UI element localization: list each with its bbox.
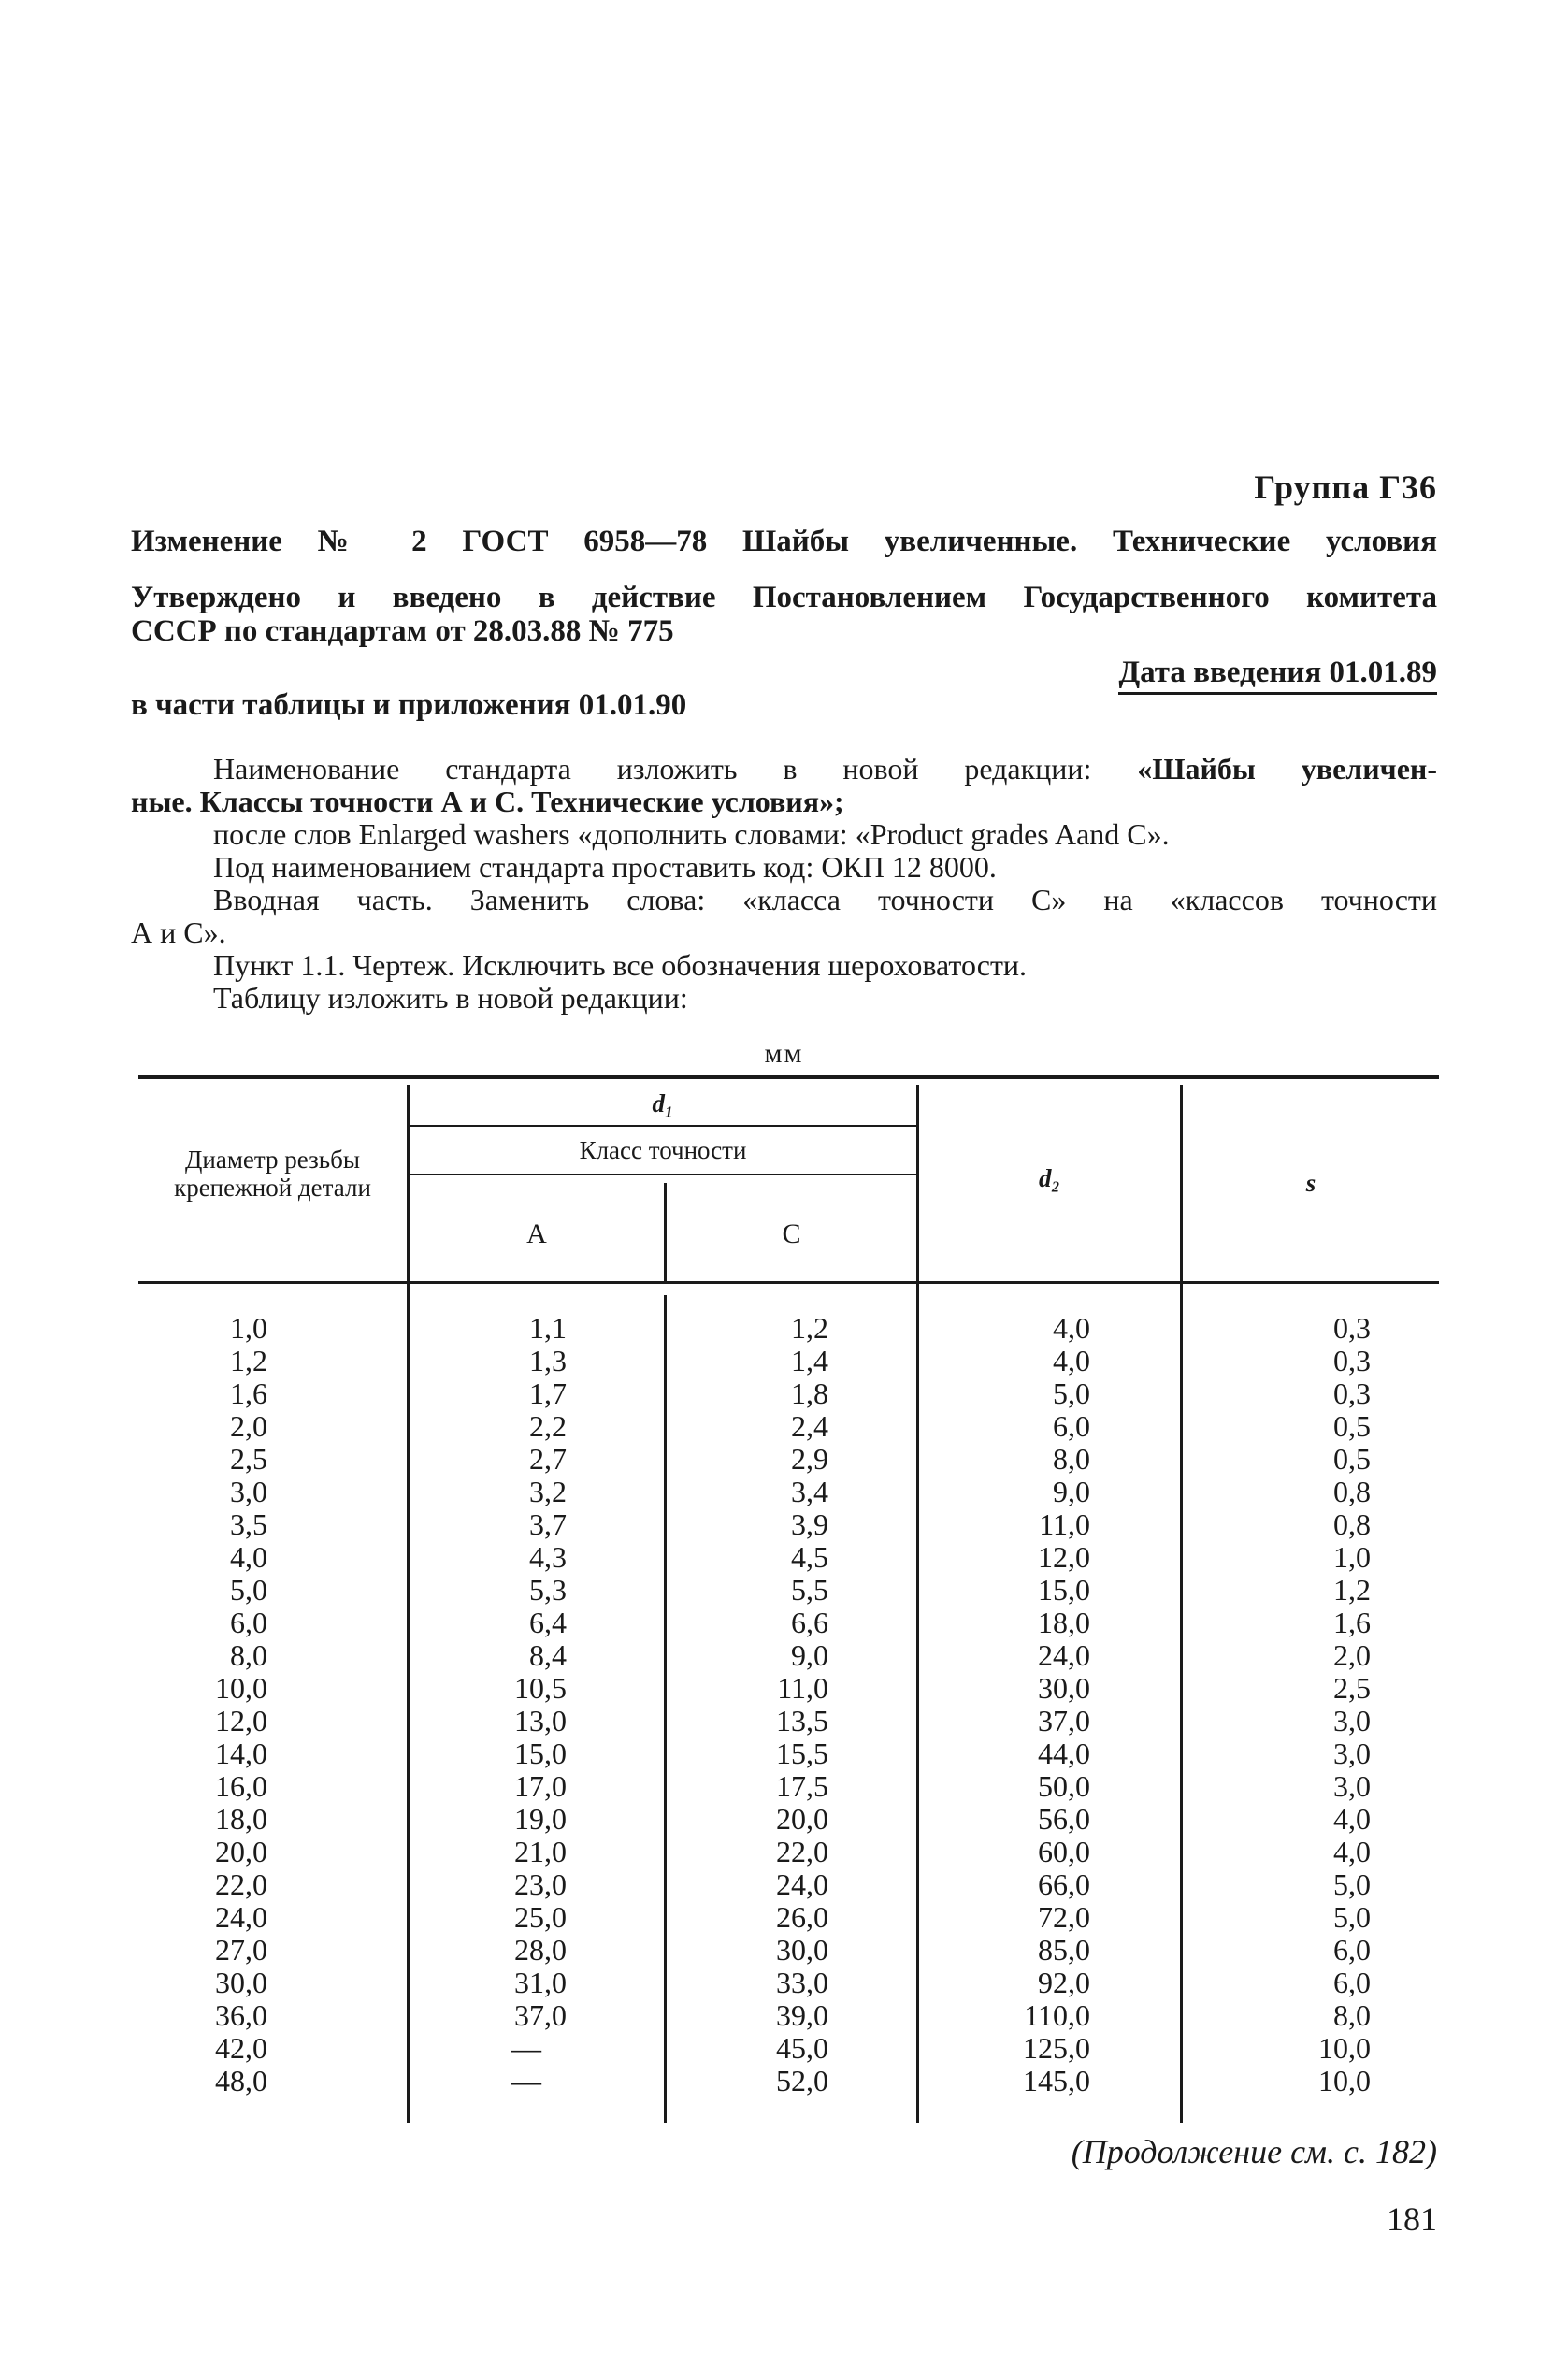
table-cell: 10,0	[1318, 2031, 1371, 2065]
table-cell: 92,0	[1038, 1966, 1090, 1999]
table-cell: 20,0	[215, 1835, 267, 1868]
table-cell: —	[511, 2031, 541, 2065]
table-cell: 12,0	[215, 1704, 267, 1737]
table-cell: 22,0	[215, 1867, 267, 1901]
table-cell: 52,0	[776, 2064, 828, 2097]
table-cell: 1,2	[1333, 1573, 1371, 1607]
table-cell: 5,0	[1053, 1377, 1090, 1410]
table-cell: 15,0	[514, 1737, 567, 1770]
table-cell: 4,0	[1333, 1802, 1371, 1836]
table-cell: 2,0	[1333, 1638, 1371, 1672]
header-class-a: А	[526, 1218, 547, 1249]
table-cell: 24,0	[215, 1900, 267, 1934]
header-d2: d₂	[1039, 1164, 1060, 1192]
table-cell: 6,0	[1333, 1933, 1371, 1967]
table-cell: 13,0	[514, 1704, 567, 1737]
table-subrule-d1	[410, 1125, 916, 1127]
table-cell: 145,0	[1023, 2064, 1090, 2097]
table-cell: 6,0	[1053, 1409, 1090, 1443]
table-cell: 3,0	[1333, 1704, 1371, 1737]
paragraph-4-line-1: Вводная часть. Заменить слова: «класса точности С» на «классов точности	[213, 883, 1437, 916]
approval-line-2: СССР по стандартам от 28.03.88 № 775	[131, 614, 674, 648]
table-cell: 0,8	[1333, 1507, 1371, 1541]
table-cell: 0,8	[1333, 1475, 1371, 1508]
table-cell: 5,0	[1333, 1867, 1371, 1901]
table-cell: 8,0	[1053, 1442, 1090, 1476]
table-cell: 3,0	[1333, 1769, 1371, 1803]
table-cell: 21,0	[514, 1835, 567, 1868]
table-cell: 26,0	[776, 1900, 828, 1934]
table-cell: 24,0	[1038, 1638, 1090, 1672]
table-cell: 1,8	[791, 1377, 828, 1410]
table-cell: 13,5	[776, 1704, 828, 1737]
table-cell: 2,5	[1333, 1671, 1371, 1705]
table-cell: 2,2	[529, 1409, 567, 1443]
group-code: Группа Г36	[1254, 468, 1437, 506]
table-cell: 45,0	[776, 2031, 828, 2065]
table-cell: 4,5	[791, 1540, 828, 1574]
paragraph-2: после слов Enlarged washers «дополнить словами: «Product grades Aand C».	[213, 817, 1170, 851]
table-cell: 4,3	[529, 1540, 567, 1574]
table-cell: 15,0	[1038, 1573, 1090, 1607]
change-title: Изменение № 2 ГОСТ 6958—78 Шайбы увеличенные. Технические условия	[131, 525, 1437, 558]
table-cell: 1,7	[529, 1377, 567, 1410]
table-cell: 19,0	[514, 1802, 567, 1836]
table-cell: 37,0	[1038, 1704, 1090, 1737]
introduction-date: Дата введения 01.01.89	[1118, 655, 1437, 695]
table-cell: 85,0	[1038, 1933, 1090, 1967]
column-d2	[991, 1312, 1090, 2097]
table-cell: 6,4	[529, 1606, 567, 1639]
table-cell: 18,0	[1038, 1606, 1090, 1639]
table-cell: 30,0	[215, 1966, 267, 1999]
table-cell: 24,0	[776, 1867, 828, 1901]
header-d1: d₁	[652, 1089, 674, 1117]
table-cell: 3,9	[791, 1507, 828, 1541]
table-cell: 10,5	[514, 1671, 567, 1705]
table-cell: 2,5	[230, 1442, 267, 1476]
table-cell: 25,0	[514, 1900, 567, 1934]
table-cell: 110,0	[1024, 1998, 1090, 2032]
table-cell: 1,4	[791, 1344, 828, 1377]
table-cell: 50,0	[1038, 1769, 1090, 1803]
table-cell: 48,0	[215, 2064, 267, 2097]
table-cell: 0,3	[1333, 1344, 1371, 1377]
table-cell: 8,0	[230, 1638, 267, 1672]
table-cell: 5,3	[529, 1573, 567, 1607]
table-cell: 33,0	[776, 1966, 828, 1999]
table-cell: 1,6	[1333, 1606, 1371, 1639]
table-cell: 14,0	[215, 1737, 267, 1770]
table-cell: 10,0	[215, 1671, 267, 1705]
table-cell: 9,0	[791, 1638, 828, 1672]
table-cell: 11,0	[777, 1671, 828, 1705]
table-cell: 66,0	[1038, 1867, 1090, 1901]
table-cell: 1,2	[230, 1344, 267, 1377]
table-cell: 6,0	[230, 1606, 267, 1639]
table-cell: 18,0	[215, 1802, 267, 1836]
table-cell: 4,0	[230, 1540, 267, 1574]
table-cell: 2,4	[791, 1409, 828, 1443]
table-cell: 0,3	[1333, 1377, 1371, 1410]
continuation-note: (Продолжение см. с. 182)	[1071, 2133, 1437, 2170]
table-cell: 36,0	[215, 1998, 267, 2032]
table-cell: 72,0	[1038, 1900, 1090, 1934]
table-subrule-class	[410, 1174, 916, 1175]
table-cell: 5,0	[230, 1573, 267, 1607]
table-cell: —	[511, 2064, 541, 2097]
table-cell: 3,7	[529, 1507, 567, 1541]
table-cell: 9,0	[1053, 1475, 1090, 1508]
paragraph-3: Под наименованием стандарта проставить код: ОКП 12 8000.	[213, 850, 997, 884]
table-cell: 60,0	[1038, 1835, 1090, 1868]
table-cell: 125,0	[1023, 2031, 1090, 2065]
table-cell: 31,0	[514, 1966, 567, 1999]
table-top-rule	[138, 1075, 1439, 1079]
column-s	[1272, 1312, 1371, 2097]
table-vline-body-ac	[664, 1295, 667, 2123]
table-unit: мм	[764, 1038, 804, 1069]
table-cell: 30,0	[1038, 1671, 1090, 1705]
table-cell: 20,0	[776, 1802, 828, 1836]
page-number: 181	[1387, 2200, 1437, 2238]
table-vline-3	[1180, 1085, 1183, 2123]
table-cell: 37,0	[514, 1998, 567, 2032]
table-cell: 3,0	[1333, 1737, 1371, 1770]
table-cell: 5,5	[791, 1573, 828, 1607]
table-cell: 1,6	[230, 1377, 267, 1410]
table-cell: 27,0	[215, 1933, 267, 1967]
table-cell: 3,4	[791, 1475, 828, 1508]
table-cell: 15,5	[776, 1737, 828, 1770]
approval-line-1: Утверждено и введено в действие Постановлением Государственного комитета	[131, 581, 1437, 614]
table-cell: 3,0	[230, 1475, 267, 1508]
table-cell: 22,0	[776, 1835, 828, 1868]
table-cell: 4,0	[1053, 1311, 1090, 1345]
table-cell: 2,9	[791, 1442, 828, 1476]
table-cell: 2,7	[529, 1442, 567, 1476]
paragraph-1-line-2: ные. Классы точности А и С. Технические условия»;	[131, 785, 844, 818]
table-cell: 0,3	[1333, 1311, 1371, 1345]
header-thread-diameter: Диаметр резьбы крепежной детали	[174, 1146, 371, 1202]
table-cell: 17,5	[776, 1769, 828, 1803]
table-cell: 2,0	[230, 1409, 267, 1443]
table-cell: 1,3	[529, 1344, 567, 1377]
header-s: s	[1305, 1169, 1316, 1197]
table-cell: 44,0	[1038, 1737, 1090, 1770]
table-cell: 1,0	[230, 1311, 267, 1345]
column-d1-class-c	[748, 1312, 828, 2097]
table-cell: 17,0	[514, 1769, 567, 1803]
table-cell: 28,0	[514, 1933, 567, 1967]
table-cell: 23,0	[514, 1867, 567, 1901]
paragraph-4-line-2: А и С».	[131, 915, 226, 949]
partial-introduction-date: в части таблицы и приложения 01.01.90	[131, 688, 687, 722]
table-cell: 3,2	[529, 1475, 567, 1508]
table-cell: 30,0	[776, 1933, 828, 1967]
header-accuracy-class: Класс точности	[579, 1136, 747, 1164]
table-cell: 10,0	[1318, 2064, 1371, 2097]
table-cell: 11,0	[1039, 1507, 1090, 1541]
table-cell: 4,0	[1053, 1344, 1090, 1377]
table-cell: 6,6	[791, 1606, 828, 1639]
paragraph-1-line-1: Наименование стандарта изложить в новой редакции: «Шайбы увеличен-	[213, 752, 1437, 786]
column-thread-diameter	[187, 1312, 267, 2097]
table-header-rule	[138, 1281, 1439, 1284]
change-text	[131, 753, 1437, 1015]
table-cell: 56,0	[1038, 1802, 1090, 1836]
table-cell: 0,5	[1333, 1442, 1371, 1476]
table-cell: 5,0	[1333, 1900, 1371, 1934]
table-cell: 8,0	[1333, 1998, 1371, 2032]
table-cell: 1,1	[529, 1311, 567, 1345]
table-cell: 16,0	[215, 1769, 267, 1803]
header-class-c: С	[782, 1218, 801, 1249]
table-cell: 42,0	[215, 2031, 267, 2065]
table-cell: 39,0	[776, 1998, 828, 2032]
table-vline-2	[916, 1085, 919, 2123]
table-cell: 6,0	[1333, 1966, 1371, 1999]
table-cell: 4,0	[1333, 1835, 1371, 1868]
table-cell: 12,0	[1038, 1540, 1090, 1574]
paragraph-5: Пункт 1.1. Чертеж. Исключить все обозначения шероховатости.	[213, 948, 1028, 982]
paragraph-6: Таблицу изложить в новой редакции:	[213, 981, 688, 1015]
table-cell: 3,5	[230, 1507, 267, 1541]
column-d1-class-a	[486, 1312, 567, 2097]
table-cell: 8,4	[529, 1638, 567, 1672]
table-cell: 0,5	[1333, 1409, 1371, 1443]
table-cell: 1,0	[1333, 1540, 1371, 1574]
table-cell: 1,2	[791, 1311, 828, 1345]
